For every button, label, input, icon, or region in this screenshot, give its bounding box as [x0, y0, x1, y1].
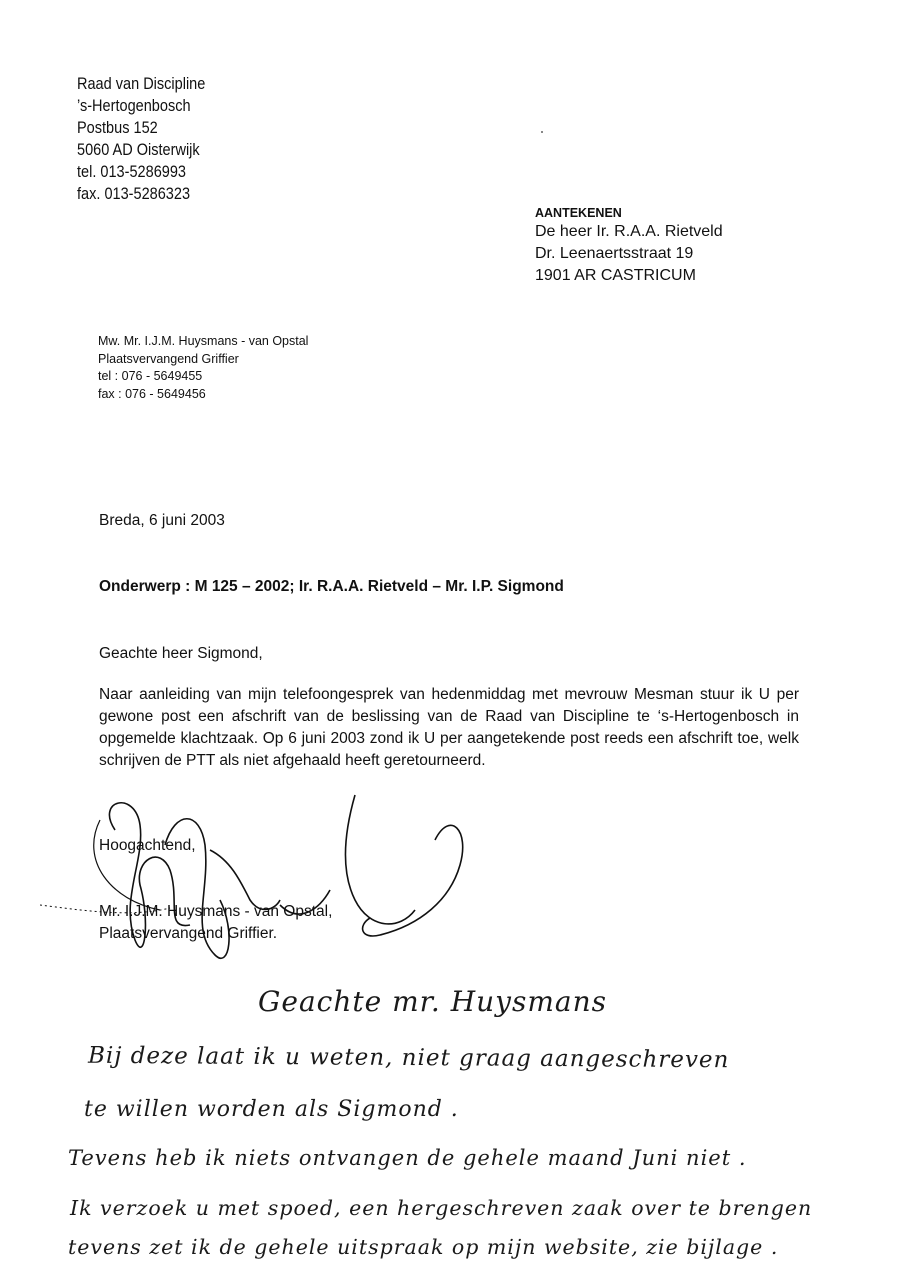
body-paragraph: Naar aanleiding van mijn telefoongesprek van hedenmiddag met mevrouw Mesman stuur ik U per gewone post een afschrift van de beslissing van de Raad van Discipline te ‘s-Hertogenbosch in opgemelde klachtzaak. Op 6 juni 2003 zond ik U per aangetekende post reeds een afschrift toe, welk schrijven de PTT als niet afgehaald heeft geretourneerd.	[99, 686, 799, 769]
sender-postbus: Postbus 152	[77, 119, 158, 137]
closing: Hoogachtend,	[99, 837, 196, 854]
sender-postal: 5060 AD Oisterwijk	[77, 141, 200, 159]
place-date: Breda, 6 juni 2003	[99, 512, 225, 529]
sender-fax: fax. 013-5286323	[77, 185, 191, 203]
recipient-name: De heer Ir. R.A.A. Rietveld	[535, 223, 723, 240]
recipient-city: 1901 AR CASTRICUM	[535, 267, 696, 284]
recipient-address	[535, 205, 723, 287]
sender-address	[77, 73, 205, 205]
clerk-block	[98, 333, 308, 403]
clerk-name: Mw. Mr. I.J.M. Huysmans - van Opstal	[98, 334, 309, 348]
handwritten-line: Bij deze laat ik u weten, niet graag aangeschreven	[87, 1042, 730, 1074]
sender-tel: tel. 013-5286993	[77, 163, 186, 181]
signatory-role: Plaatsvervangend Griffier.	[99, 925, 278, 942]
handwritten-signature	[40, 790, 520, 980]
handwritten-line: Ik verzoek u met spoed, een hergeschreven zaak over te brengen	[70, 1196, 813, 1220]
salutation: Geachte heer Sigmond,	[99, 645, 263, 662]
registered-mark: AANTEKENEN	[535, 206, 622, 220]
speck	[541, 131, 543, 133]
handwritten-line: te willen worden als Sigmond .	[84, 1097, 459, 1122]
sender-city: ’s-Hertogenbosch	[77, 97, 191, 115]
clerk-fax: fax : 076 - 5649456	[98, 386, 206, 401]
signatory-name: Mr. I.J.M. Huysmans - van Opstal,	[99, 903, 333, 920]
letter-body	[99, 684, 799, 772]
sender-name: Raad van Discipline	[77, 75, 206, 93]
handwritten-greeting: Geachte mr. Huysmans	[258, 985, 608, 1018]
recipient-street: Dr. Leenaertsstraat 19	[535, 245, 694, 262]
handwritten-line: tevens zet ik de gehele uitspraak op mijn website, zie bijlage .	[68, 1235, 779, 1259]
clerk-tel: tel : 076 - 5649455	[98, 369, 203, 383]
clerk-role: Plaatsvervangend Griffier	[98, 351, 239, 366]
handwritten-line: Tevens heb ik niets ontvangen de gehele maand Juni niet .	[68, 1146, 747, 1170]
subject-line: Onderwerp : M 125 – 2002; Ir. R.A.A. Rietveld – Mr. I.P. Sigmond	[99, 578, 564, 595]
